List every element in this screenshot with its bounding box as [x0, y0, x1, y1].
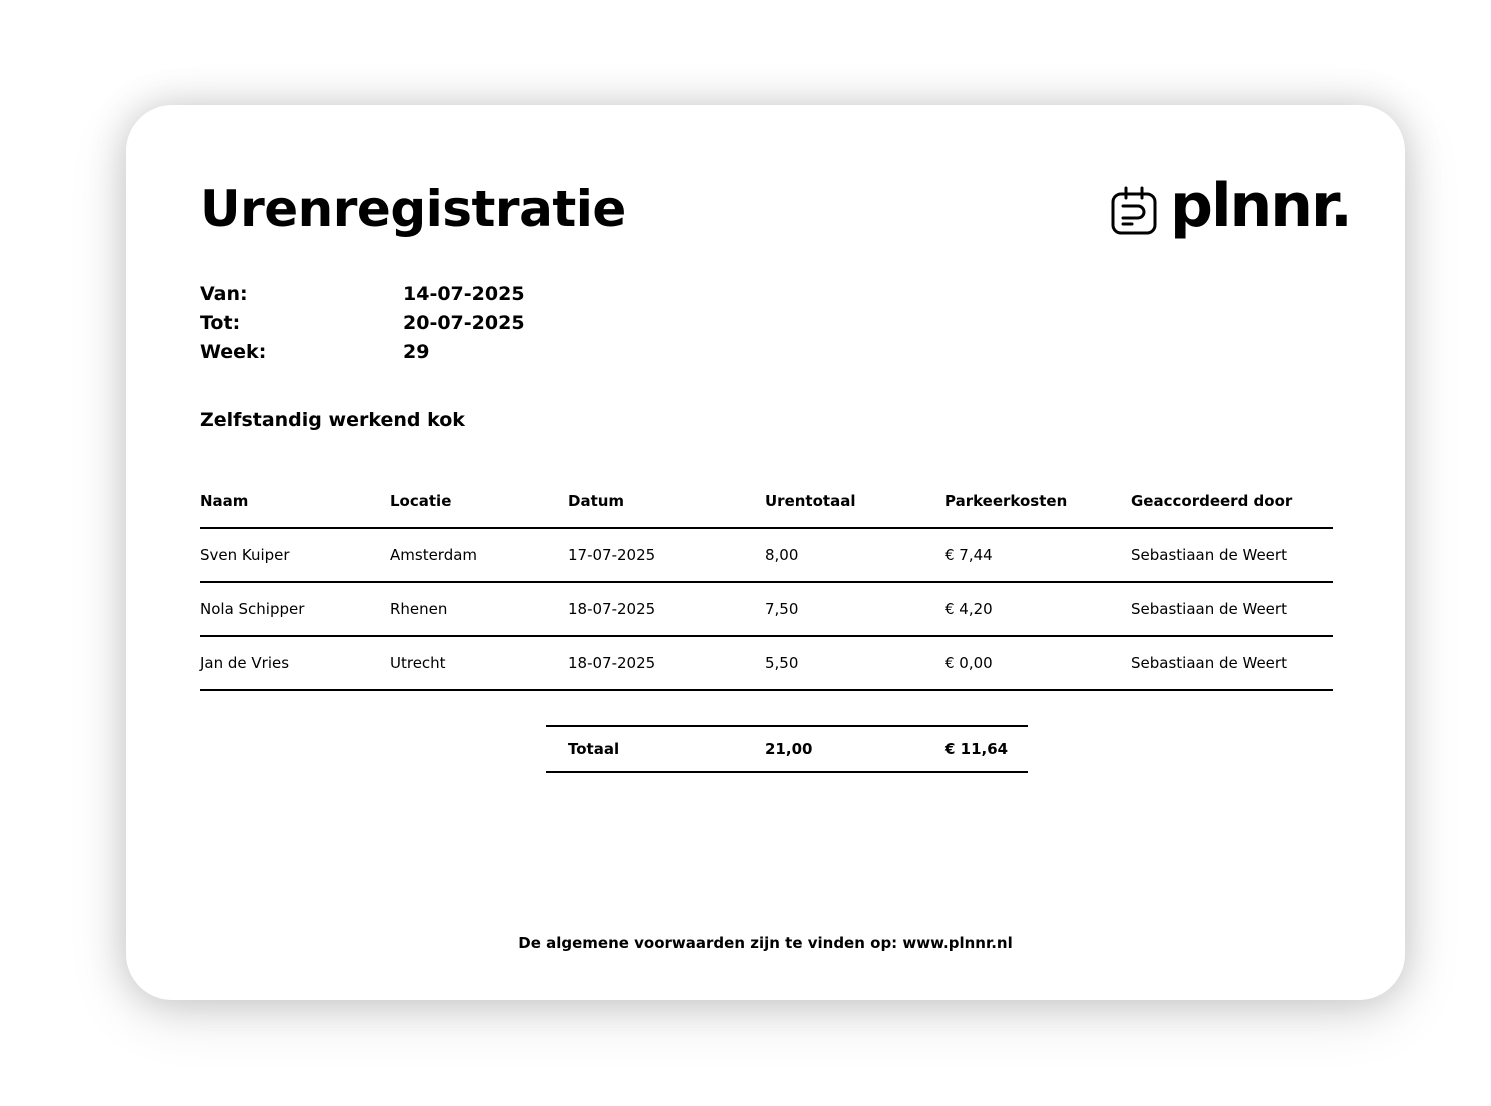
period-week-label: Week:: [200, 340, 267, 363]
cell-date: 18-07-2025: [568, 636, 765, 690]
job-title: Zelfstandig werkend kok: [200, 409, 465, 431]
period-to-label: Tot:: [200, 311, 241, 334]
cell-parking: € 4,20: [945, 582, 1131, 636]
totals-hours: 21,00: [765, 740, 813, 758]
period-week: [200, 337, 525, 366]
cell-date: 18-07-2025: [568, 582, 765, 636]
column-header-hours: Urentotaal: [765, 474, 945, 528]
cell-name: Nola Schipper: [200, 582, 390, 636]
calendar-note-icon: [1110, 186, 1158, 236]
cell-approved-by: Sebastiaan de Weert: [1131, 582, 1333, 636]
cell-approved-by: Sebastiaan de Weert: [1131, 528, 1333, 582]
totals-table: [546, 725, 1028, 773]
cell-date: 17-07-2025: [568, 528, 765, 582]
column-header-parking: Parkeerkosten: [945, 474, 1131, 528]
page-title: Urenregistratie: [200, 180, 626, 238]
table-row: [200, 582, 1333, 636]
cell-hours: 8,00: [765, 528, 945, 582]
totals-row: [546, 726, 1028, 772]
cell-name: Jan de Vries: [200, 636, 390, 690]
period-from: [200, 279, 525, 308]
cell-location: Amsterdam: [390, 528, 568, 582]
cell-approved-by: Sebastiaan de Weert: [1131, 636, 1333, 690]
cell-parking: € 7,44: [945, 528, 1131, 582]
column-header-approved-by: Geaccordeerd door: [1131, 474, 1333, 528]
period-from-value: 14-07-2025: [403, 282, 525, 305]
period-week-value: 29: [403, 340, 430, 363]
hours-table: [200, 474, 1333, 691]
totals-parking: € 11,64: [945, 740, 1009, 758]
period-from-label: Van:: [200, 282, 248, 305]
brand-logo-text: plnnr.: [1170, 171, 1351, 241]
period-to: [200, 308, 525, 337]
brand-logo: [1110, 171, 1351, 246]
table-row: [200, 528, 1333, 582]
cell-name: Sven Kuiper: [200, 528, 390, 582]
table-row: [200, 636, 1333, 690]
table-header-row: [200, 474, 1333, 528]
period-info: [200, 279, 525, 366]
column-header-location: Locatie: [390, 474, 568, 528]
cell-parking: € 0,00: [945, 636, 1131, 690]
period-to-value: 20-07-2025: [403, 311, 525, 334]
terms-footer: De algemene voorwaarden zijn te vinden op: www.plnnr.nl: [518, 934, 1013, 952]
totals-label: Totaal: [568, 740, 620, 758]
cell-hours: 7,50: [765, 582, 945, 636]
column-header-date: Datum: [568, 474, 765, 528]
cell-location: Rhenen: [390, 582, 568, 636]
cell-location: Utrecht: [390, 636, 568, 690]
cell-hours: 5,50: [765, 636, 945, 690]
column-header-name: Naam: [200, 474, 390, 528]
